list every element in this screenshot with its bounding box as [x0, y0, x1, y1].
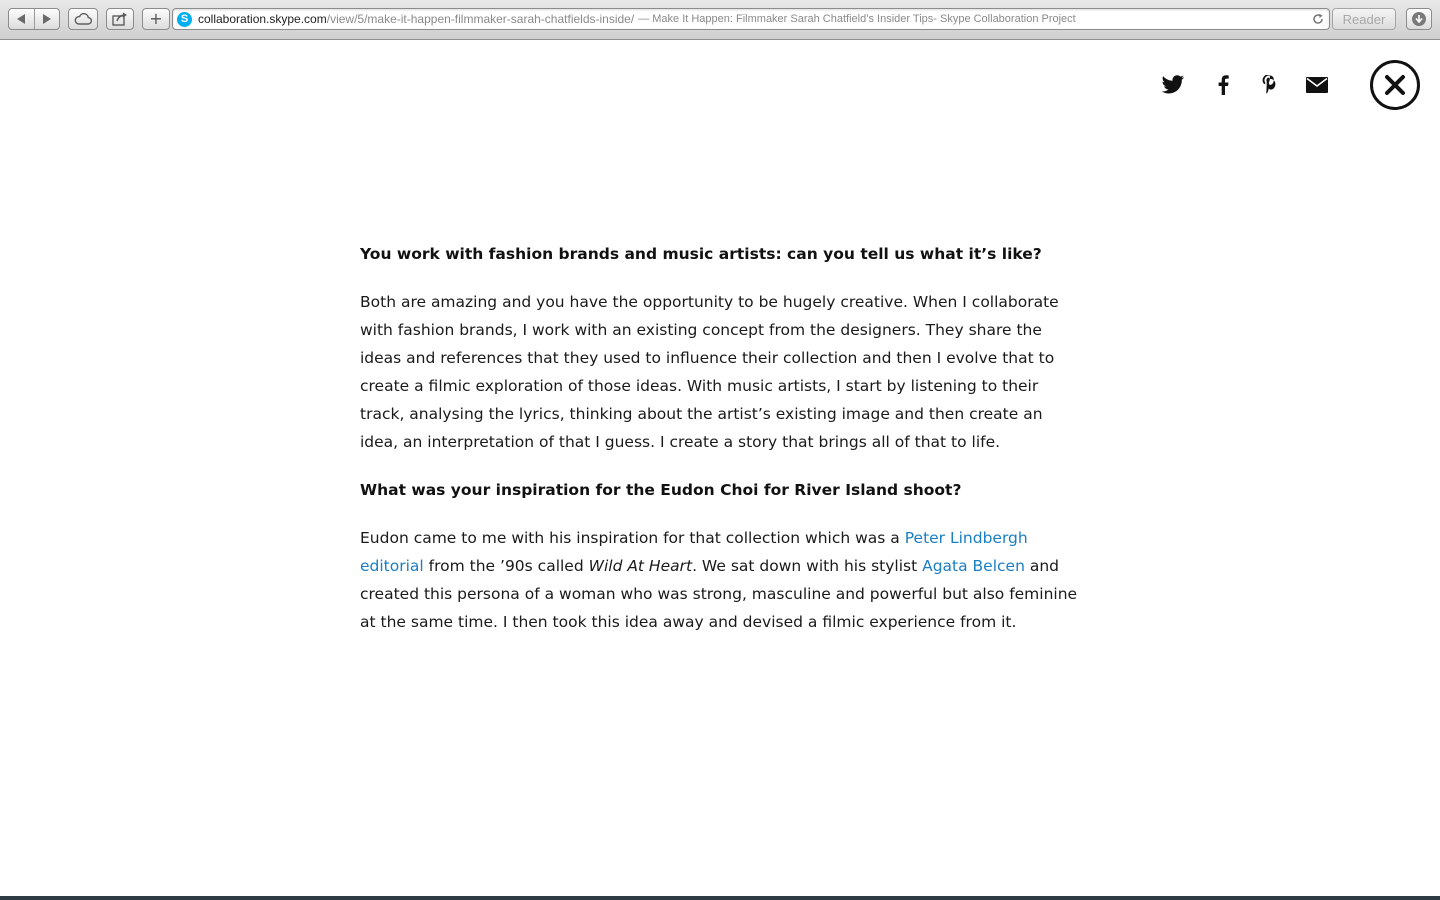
- download-icon: [1412, 12, 1426, 26]
- cloud-icon: [74, 13, 92, 25]
- answer-paragraph: Both are amazing and you have the opportunity to be hugely creative. When I collaborate with fashion brands, I work with an existing concept from the designers. They share the ideas and references that they used to influence their collection and then I evolve that to create a filmic exploration of those ideas. With music artists, I start by listening to their track, analysing the lyrics, thinking about the artist’s existing image and then create an idea, an interpretation of that I guess. I create a story that brings all of that to life.: [360, 293, 1059, 451]
- answer-text: Eudon came to me with his inspiration for that collection which was a: [360, 529, 905, 547]
- forward-icon: [43, 14, 51, 24]
- window-bottom-edge: [0, 896, 1440, 900]
- share-icon: [112, 12, 128, 26]
- forward-button[interactable]: [35, 9, 60, 29]
- share-bar: [1170, 60, 1420, 110]
- twitter-icon[interactable]: [1160, 72, 1186, 98]
- url-host: collaboration.skype.com: [198, 12, 327, 26]
- browser-toolbar: [0, 0, 1440, 40]
- agata-belcen-link[interactable]: Agata Belcen: [922, 557, 1025, 575]
- close-button[interactable]: [1370, 60, 1420, 110]
- address-bar[interactable]: [172, 8, 1330, 30]
- answer-paragraph: [360, 524, 1080, 636]
- peter-lindbergh-link[interactable]: Peter Lindbergh editorial: [360, 529, 1028, 575]
- facebook-icon[interactable]: [1210, 72, 1236, 98]
- url-path: /view/5/make-it-happen-filmmaker-sarah-chatfields-inside/: [326, 12, 635, 26]
- skype-favicon: S: [177, 12, 192, 27]
- answer-text: . We sat down with his stylist: [692, 557, 923, 575]
- email-icon[interactable]: [1304, 72, 1330, 98]
- close-icon: [1384, 74, 1406, 96]
- answer-text: from the ’90s called: [423, 557, 589, 575]
- back-icon: [17, 14, 25, 24]
- downloads-button[interactable]: [1406, 8, 1432, 30]
- page-title: — Make It Happen: Filmmaker Sarah Chatfield’s Insider Tips- Skype Collaboration Project: [638, 13, 1076, 25]
- share-button[interactable]: [106, 8, 134, 30]
- question-heading: What was your inspiration for the Eudon Choi for River Island shoot?: [360, 481, 962, 499]
- reader-button[interactable]: Reader: [1332, 8, 1396, 30]
- reload-icon[interactable]: [1311, 12, 1325, 26]
- answer-text: and created this persona of a woman who was strong, masculine and powerful but also feminine at the same time. I then took this idea away and devised a filmic experience from it.: [360, 557, 1078, 631]
- icloud-tabs-button[interactable]: [68, 8, 98, 30]
- pinterest-icon[interactable]: [1257, 72, 1283, 98]
- history-nav-group: [8, 8, 60, 30]
- back-button[interactable]: [9, 9, 35, 29]
- article-body: [360, 240, 1080, 656]
- new-tab-button[interactable]: [142, 8, 170, 30]
- film-title: Wild At Heart: [588, 557, 693, 575]
- new-tab-label: +: [149, 9, 163, 28]
- question-heading: You work with fashion brands and music artists: can you tell us what it’s like?: [360, 245, 1042, 263]
